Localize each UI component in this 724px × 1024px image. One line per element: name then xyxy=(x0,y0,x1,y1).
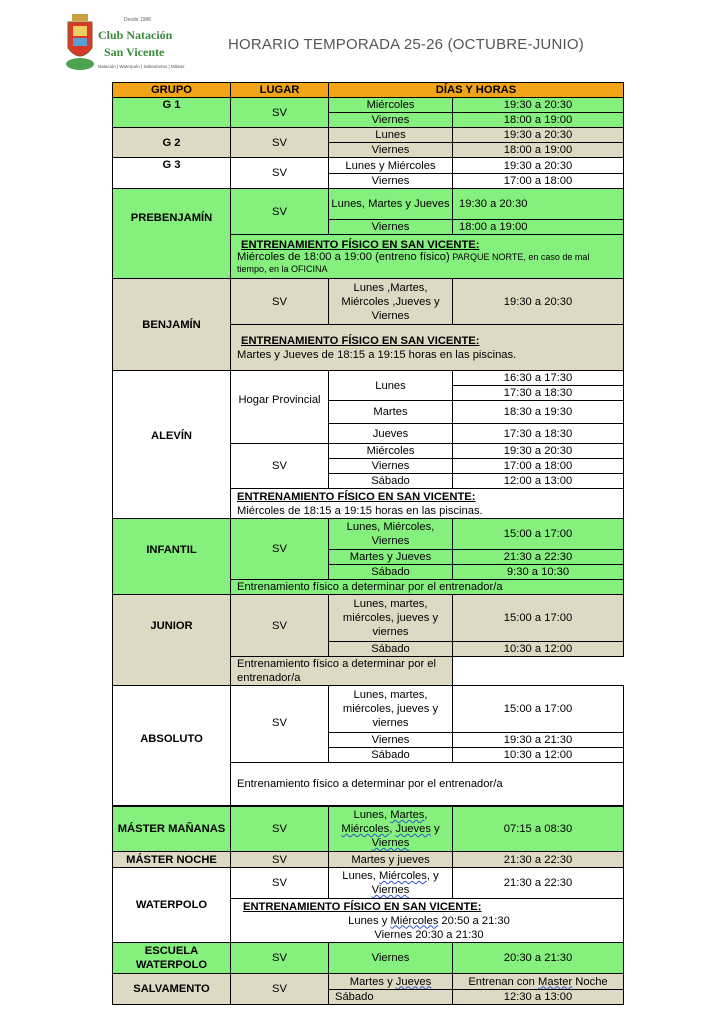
group-name: SALVAMENTO xyxy=(113,974,231,1005)
group-name: G 3 xyxy=(113,158,231,189)
logo-line-2: San Vicente xyxy=(104,45,165,59)
hour-cell: 15:00 a 17:00 xyxy=(453,686,624,733)
group-name: PREBENJAMÍN xyxy=(113,189,231,279)
group-place: SV xyxy=(231,444,329,489)
hour-cell: 19:30 a 20:30 xyxy=(453,128,624,143)
group-name: INFANTIL xyxy=(113,519,231,595)
logo-since-text: Desde 1988 xyxy=(124,17,151,23)
day-cell: Martes y jueves xyxy=(329,852,453,868)
group-name: BENJAMÍN xyxy=(113,279,231,371)
hour-cell: 21:30 a 22:30 xyxy=(453,550,624,565)
day-cell: Lunes, martes, miércoles, jueves y viernes xyxy=(329,595,453,642)
hour-cell: 19:30 a 21:30 xyxy=(453,733,624,748)
group-name: JUNIOR xyxy=(113,595,231,686)
hour-text: Entrenan con xyxy=(468,975,538,988)
day-text-underlined: Miércoles xyxy=(379,870,427,882)
group-place: SV xyxy=(231,852,329,868)
logo-tagline: Natación | Waterpolo | Salvamento | Máster xyxy=(98,64,185,69)
note-text: Miércoles de 18:15 a 19:15 horas en las piscinas. xyxy=(237,504,483,517)
hour-cell: 17:30 a 18:30 xyxy=(453,386,624,401)
group-name: ALEVÍN xyxy=(113,371,231,519)
group-place: SV xyxy=(231,974,329,1005)
training-note xyxy=(231,235,624,279)
header-grupo: GRUPO xyxy=(113,83,231,98)
day-cell: Lunes, martes, miércoles, jueves y viernes xyxy=(329,686,453,733)
note-text-part: 20:50 a 21:30 xyxy=(438,914,510,927)
day-text-underlined: Viernes xyxy=(371,836,410,849)
table-row xyxy=(113,868,624,899)
training-note: Entrenamiento físico a determinar por el entrenador/a xyxy=(231,580,624,595)
schedule-table xyxy=(112,82,624,1005)
header-row xyxy=(113,83,624,98)
hour-cell: 18:30 a 19:30 xyxy=(453,401,624,424)
group-place: SV xyxy=(231,519,329,580)
day-cell: Sábado xyxy=(329,474,453,489)
day-cell: Martes y Jueves xyxy=(329,550,453,565)
note-text xyxy=(348,915,510,927)
day-cell: Viernes xyxy=(329,113,453,128)
day-cell: Viernes xyxy=(329,733,453,748)
page-title: HORARIO TEMPORADA 25-26 (OCTUBRE-JUNIO) xyxy=(228,36,584,53)
day-text: Lunes, xyxy=(353,808,391,821)
day-cell: Lunes, Martes y Jueves xyxy=(329,189,453,220)
hour-cell: 17:00 a 18:00 xyxy=(453,459,624,474)
hour-cell: 19:30 a 20:30 xyxy=(453,98,624,113)
hour-cell: 18:00 a 19:00 xyxy=(453,143,624,158)
day-cell: Lunes xyxy=(329,371,453,401)
logo-line-1: Club Natación xyxy=(98,28,173,42)
club-logo xyxy=(62,12,192,72)
training-note: Entrenamiento físico a determinar por el entrenador/a xyxy=(231,763,624,806)
group-place: SV xyxy=(231,279,329,325)
hour-cell xyxy=(453,974,624,990)
hour-cell: 17:30 a 18:30 xyxy=(453,424,624,444)
hour-cell: 10:30 a 12:00 xyxy=(453,642,624,657)
day-text: , xyxy=(424,808,428,821)
hour-cell: 18:00 a 19:00 xyxy=(453,113,624,128)
group-place: SV xyxy=(231,686,329,763)
table-row xyxy=(113,158,624,174)
hour-cell: 21:30 a 22:30 xyxy=(453,868,624,899)
group-place: SV xyxy=(231,158,329,189)
table-row xyxy=(113,595,624,642)
group-name: G 1 xyxy=(113,98,231,128)
table-row xyxy=(113,974,624,990)
hour-cell: 17:00 a 18:00 xyxy=(453,174,624,189)
hour-cell: 10:30 a 12:00 xyxy=(453,748,624,763)
day-cell: Sábado xyxy=(329,565,453,580)
group-place: Hogar Provincial xyxy=(231,371,329,444)
day-cell: Miércoles xyxy=(329,98,453,113)
day-cell: Lunes, Miércoles, Viernes xyxy=(329,519,453,550)
note-title: ENTRENAMIENTO FÍSICO EN SAN VICENTE: xyxy=(241,238,480,251)
day-text-underlined: Jueves xyxy=(395,975,432,988)
table-row xyxy=(113,686,624,733)
hour-text: Noche xyxy=(572,975,608,988)
day-text-underlined: Miércoles xyxy=(341,822,390,835)
day-text: , xyxy=(389,822,396,835)
table-row xyxy=(113,943,624,974)
day-cell xyxy=(329,974,453,990)
note-title: ENTRENAMIENTO FÍSICO EN SAN VICENTE: xyxy=(243,900,482,913)
day-text-underlined: Viernes xyxy=(371,884,410,896)
hour-cell: 9:30 a 10:30 xyxy=(453,565,624,580)
note-text: Martes y Jueves de 18:15 a 19:15 horas en las piscinas. xyxy=(237,348,517,361)
note-small-text: PARQUE NORTE, en caso de mal tiempo, en la OFICINA xyxy=(237,251,590,274)
group-place: SV xyxy=(231,189,329,235)
group-place: SV xyxy=(231,943,329,974)
header-lugar: LUGAR xyxy=(231,83,329,98)
day-cell: Miércoles xyxy=(329,444,453,459)
hour-cell: 20:30 a 21:30 xyxy=(453,943,624,974)
hour-cell: 15:00 a 17:00 xyxy=(453,519,624,550)
day-cell: Viernes xyxy=(329,943,453,974)
note-title: ENTRENAMIENTO FÍSICO EN SAN VICENTE: xyxy=(241,334,480,347)
hour-text-underlined: Master xyxy=(538,975,573,988)
day-text-underlined: Jueves xyxy=(395,822,431,835)
day-cell: Viernes xyxy=(329,174,453,189)
table-row xyxy=(113,806,624,852)
group-place: SV xyxy=(231,868,329,899)
training-note xyxy=(231,489,624,519)
group-name: ESCUELA WATERPOLO xyxy=(113,943,231,974)
table-row xyxy=(113,371,624,386)
table-row xyxy=(113,852,624,868)
note-text-part: Lunes y xyxy=(348,914,391,927)
day-cell: Lunes ,Martes, Miércoles ,Jueves y Viernes xyxy=(329,279,453,325)
page-header xyxy=(0,0,724,80)
group-name: WATERPOLO xyxy=(113,868,231,943)
group-name: MÁSTER MAÑANAS xyxy=(113,806,231,852)
day-cell: Lunes xyxy=(329,128,453,143)
table-row xyxy=(113,128,624,143)
hour-cell: 19:30 a 20:30 xyxy=(453,279,624,325)
training-note xyxy=(231,899,624,943)
hour-cell: 12:30 a 13:00 xyxy=(453,990,624,1005)
group-place: SV xyxy=(231,806,329,852)
day-cell: Viernes xyxy=(329,220,453,235)
hour-cell: 07:15 a 08:30 xyxy=(453,806,624,852)
day-cell: Viernes xyxy=(329,143,453,158)
table-row xyxy=(113,519,624,550)
table-row xyxy=(113,98,624,113)
day-cell: Sábado xyxy=(329,642,453,657)
day-cell: Viernes xyxy=(329,459,453,474)
club-shield-icon xyxy=(64,14,96,72)
group-place: SV xyxy=(231,128,329,158)
day-text-underlined: Martes xyxy=(390,808,425,821)
hour-cell: 18:00 a 19:00 xyxy=(453,220,624,235)
training-note xyxy=(231,325,624,371)
hour-cell: 19:30 a 20:30 xyxy=(453,189,624,220)
hour-cell: 12:00 a 13:00 xyxy=(453,474,624,489)
day-cell: Martes xyxy=(329,401,453,424)
group-place: SV xyxy=(231,98,329,128)
group-name: G 2 xyxy=(113,128,231,158)
training-note: Entrenamiento físico a determinar por el entrenador/a xyxy=(231,657,453,686)
day-cell xyxy=(329,806,453,852)
hour-cell: 21:30 a 22:30 xyxy=(453,852,624,868)
day-text: Lunes, xyxy=(342,870,379,882)
hour-cell: 19:30 a 20:30 xyxy=(453,158,624,174)
header-dias-horas: DÍAS Y HORAS xyxy=(329,83,624,98)
group-name: MÁSTER NOCHE xyxy=(113,852,231,868)
group-name: ABSOLUTO xyxy=(113,686,231,806)
day-cell: Jueves xyxy=(329,424,453,444)
group-place: SV xyxy=(231,595,329,657)
hour-cell: 16:30 a 17:30 xyxy=(453,371,624,386)
note-text: Miércoles de 18:00 a 19:00 (entreno físico) xyxy=(237,250,450,263)
day-cell: Sábado xyxy=(329,748,453,763)
day-text: , y xyxy=(426,870,439,882)
table-row xyxy=(113,279,624,325)
note-title: ENTRENAMIENTO FÍSICO EN SAN VICENTE: xyxy=(237,490,476,503)
note-text-underlined: Miércoles xyxy=(390,914,439,927)
table-row xyxy=(113,189,624,220)
day-cell: Lunes y Miércoles xyxy=(329,158,453,174)
note-text: Viernes 20:30 a 21:30 xyxy=(374,928,484,941)
hour-cell: 19:30 a 20:30 xyxy=(453,444,624,459)
day-cell xyxy=(329,868,453,899)
day-text: y xyxy=(430,822,440,835)
hour-cell: 15:00 a 17:00 xyxy=(453,595,624,642)
day-cell: Sábado xyxy=(329,990,453,1005)
day-text: Martes y xyxy=(349,975,396,988)
